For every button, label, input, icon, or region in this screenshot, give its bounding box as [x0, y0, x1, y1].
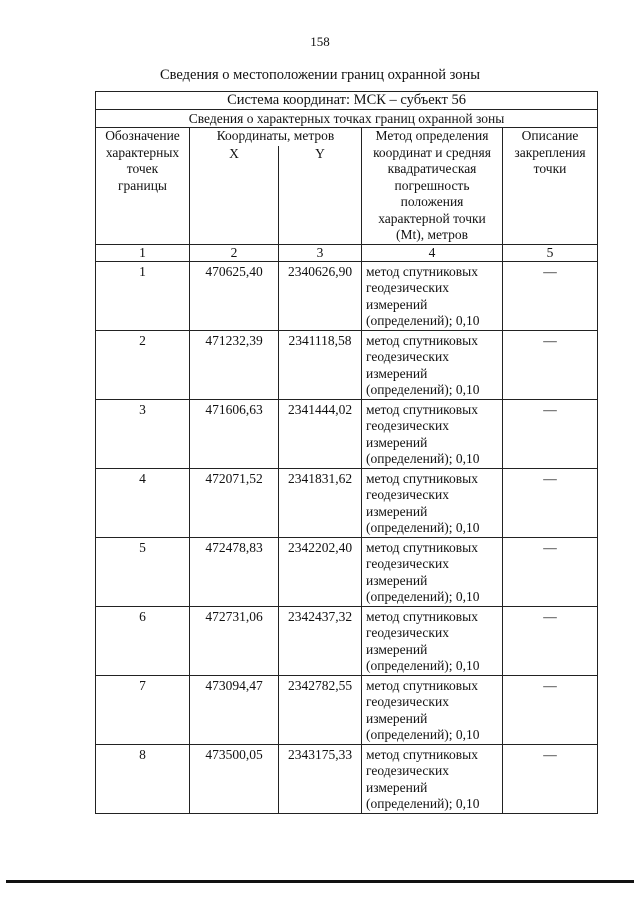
header-description: [503, 128, 598, 245]
y-coordinate-cell: 2341444,02: [279, 399, 362, 468]
method-cell: [362, 744, 503, 813]
method-line: метод спутниковых: [366, 401, 478, 417]
method-line: измерений: [366, 296, 428, 312]
method-line: (определений); 0,10: [366, 589, 480, 604]
x-coordinate-cell: 470625,40: [190, 261, 279, 330]
point-number-cell: 5: [96, 537, 190, 606]
header-method-line: (Mt), метров: [396, 227, 468, 242]
point-number-cell: 2: [96, 330, 190, 399]
method-line: измерений: [366, 434, 428, 450]
method-cell: [362, 606, 503, 675]
x-coordinate-cell: 472731,06: [190, 606, 279, 675]
method-line: (определений); 0,10: [366, 313, 480, 328]
description-cell: —: [503, 261, 598, 330]
method-cell: [362, 330, 503, 399]
column-number: 1: [96, 244, 190, 261]
header-method-line: Метод определения: [375, 128, 489, 143]
description-cell: —: [503, 675, 598, 744]
header-description-line: точки: [533, 161, 567, 176]
method-line: (определений); 0,10: [366, 658, 480, 673]
method-line: измерений: [366, 503, 428, 519]
page-number: 158: [310, 34, 330, 49]
table-row: [96, 399, 598, 468]
description-cell: —: [503, 606, 598, 675]
table-row: [96, 606, 598, 675]
method-line: (определений); 0,10: [366, 451, 480, 466]
description-cell: —: [503, 468, 598, 537]
table-row: [96, 744, 598, 813]
header-designation-line: точек: [126, 161, 159, 176]
header-method-line: квадратическая: [387, 161, 477, 176]
method-cell: [362, 537, 503, 606]
header-method-line: характерной точки: [378, 210, 486, 226]
header-coordinates: Координаты, метров: [190, 128, 362, 146]
method-line: геодезических: [366, 694, 449, 709]
method-line: измерений: [366, 365, 428, 381]
table-row: [96, 675, 598, 744]
y-coordinate-cell: 2341118,58: [279, 330, 362, 399]
document-title: Сведения о местоположении границ охранной зоны: [159, 67, 480, 83]
point-number-cell: 7: [96, 675, 190, 744]
header-x: X: [190, 146, 279, 245]
method-line: метод спутниковых: [366, 677, 478, 693]
header-method-line: положения: [400, 194, 464, 209]
x-coordinate-cell: 473094,47: [190, 675, 279, 744]
method-line: геодезических: [366, 556, 449, 571]
header-y: Y: [279, 146, 362, 245]
description-cell: —: [503, 537, 598, 606]
table-row: [96, 330, 598, 399]
point-number-cell: 1: [96, 261, 190, 330]
x-coordinate-cell: 471606,63: [190, 399, 279, 468]
table-body: [96, 261, 598, 813]
header-method-line: погрешность: [394, 177, 470, 193]
y-coordinate-cell: 2341831,62: [279, 468, 362, 537]
method-line: (определений); 0,10: [366, 796, 480, 811]
header-description-line: закрепления: [514, 144, 586, 160]
header-designation-line: границы: [117, 177, 168, 193]
point-number-cell: 4: [96, 468, 190, 537]
header-description-line: Описание: [521, 128, 579, 143]
point-number-cell: 6: [96, 606, 190, 675]
y-coordinate-cell: 2340626,90: [279, 261, 362, 330]
method-line: (определений); 0,10: [366, 520, 480, 535]
method-line: геодезических: [366, 349, 449, 364]
x-coordinate-cell: 472071,52: [190, 468, 279, 537]
column-number: 4: [362, 244, 503, 261]
method-line: метод спутниковых: [366, 746, 478, 762]
column-number: 5: [503, 244, 598, 261]
bottom-rule: [6, 880, 634, 883]
method-line: метод спутниковых: [366, 332, 478, 348]
method-line: измерений: [366, 710, 428, 726]
y-coordinate-cell: 2343175,33: [279, 744, 362, 813]
method-cell: [362, 675, 503, 744]
x-coordinate-cell: 473500,05: [190, 744, 279, 813]
table-row: [96, 537, 598, 606]
method-line: метод спутниковых: [366, 539, 478, 555]
method-cell: [362, 399, 503, 468]
coordinate-system-banner: Система координат: МСК – субъект 56: [96, 92, 598, 110]
method-line: метод спутниковых: [366, 608, 478, 624]
column-number: 3: [279, 244, 362, 261]
description-cell: —: [503, 399, 598, 468]
point-number-cell: 3: [96, 399, 190, 468]
method-line: геодезических: [366, 487, 449, 502]
description-cell: —: [503, 330, 598, 399]
table-row: [96, 468, 598, 537]
header-designation-line: характерных: [105, 144, 180, 160]
method-cell: [362, 261, 503, 330]
y-coordinate-cell: 2342782,55: [279, 675, 362, 744]
method-cell: [362, 468, 503, 537]
column-number: 2: [190, 244, 279, 261]
method-line: геодезических: [366, 625, 449, 640]
method-line: геодезических: [366, 418, 449, 433]
method-line: измерений: [366, 779, 428, 795]
table-row: [96, 261, 598, 330]
header-designation-line: Обозначение: [105, 128, 180, 143]
x-coordinate-cell: 471232,39: [190, 330, 279, 399]
method-line: геодезических: [366, 763, 449, 778]
y-coordinate-cell: 2342202,40: [279, 537, 362, 606]
x-coordinate-cell: 472478,83: [190, 537, 279, 606]
method-line: метод спутниковых: [366, 263, 478, 279]
point-number-cell: 8: [96, 744, 190, 813]
header-designation: [96, 128, 190, 245]
method-line: (определений); 0,10: [366, 727, 480, 742]
section-title-banner: Сведения о характерных точках границ охранной зоны: [96, 110, 598, 128]
header-method-line: координат и средняя: [373, 144, 491, 160]
method-line: метод спутниковых: [366, 470, 478, 486]
y-coordinate-cell: 2342437,32: [279, 606, 362, 675]
method-line: геодезических: [366, 280, 449, 295]
method-line: измерений: [366, 641, 428, 657]
method-line: (определений); 0,10: [366, 382, 480, 397]
header-method: [362, 128, 503, 245]
description-cell: —: [503, 744, 598, 813]
boundary-points-table: [95, 91, 598, 814]
method-line: измерений: [366, 572, 428, 588]
